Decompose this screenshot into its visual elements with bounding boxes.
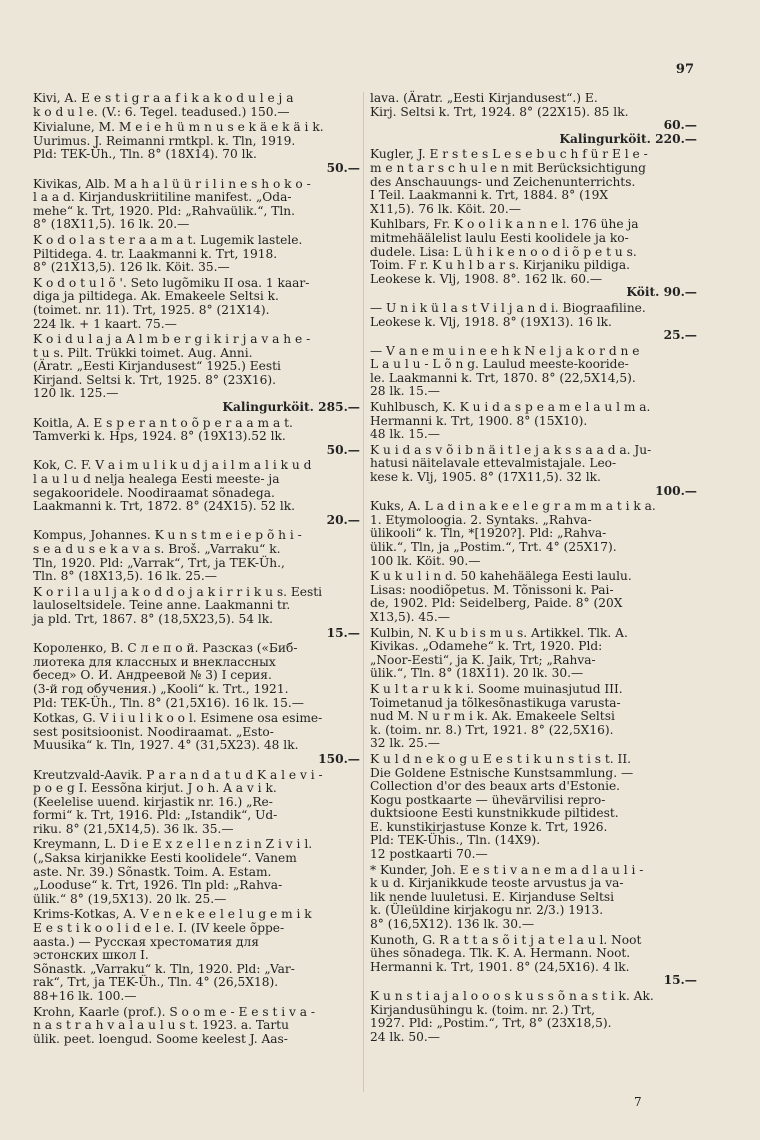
entry-line: 8° (18X11,5). 16 lk. 20.— xyxy=(33,217,190,232)
catalog-entry xyxy=(370,92,697,146)
entry-line: Kirjandusühingu k. (toim. nr. 2.) Trt, xyxy=(370,1002,595,1017)
entry-line: лиотека для классных и внеклассных xyxy=(33,654,276,669)
entry-line: duktsioone Eesti kunstnikkude piltidest. xyxy=(370,806,619,821)
entry-line: Sõnastk. „Varraku“ k. Tln, 1920. Pld: „Var- xyxy=(33,961,295,976)
entry-line: 1927. Pld: „Postim.“, Trt, 8° (23X18,5). xyxy=(370,1016,612,1031)
catalog-entry xyxy=(370,864,697,932)
entry-line: I Teil. Laakmanni k. Trt, 1884. 8° (19X xyxy=(370,188,609,203)
entry-line: E e s t i k o o l i d e l e. I. (IV keele õppe- xyxy=(33,921,285,936)
entry-line: m e n t a r s c h u l e n mit Berücksichtigung xyxy=(370,160,646,175)
catalog-entry xyxy=(370,401,697,442)
entry-line: Pld: TEK-Üh., Tln. 8° (21,5X16). 16 lk. 15.— xyxy=(33,695,304,710)
catalog-entry xyxy=(33,908,360,1003)
entry-line: ülikooli“ k. Tln, *[1920?]. Pld: „Rahva- xyxy=(370,526,607,541)
entry-line: 8° (21X13,5). 126 lk. Köit. 35.— xyxy=(33,260,230,275)
catalog-entry xyxy=(370,148,697,216)
entry-line: Kivi, A. E e s t i g r a a f i k a k o d u l e j a xyxy=(33,91,294,105)
entry-line: rak“, Trt, ja TEK-Üh., Tln. 4° (26,5X18). xyxy=(33,975,279,990)
entry-line: Kivialune, M. M e i e h ü m n u s e k ä e k ä i k. xyxy=(33,120,324,135)
entry-line: Collection d'or des beaux arts d'Estonie. xyxy=(370,779,621,794)
entry-line: le. Laakmanni k. Trt, 1870. 8° (22,5X14,5). xyxy=(370,370,636,385)
entry-line: 8° (16,5X12). 136 lk. 30.— xyxy=(370,917,535,932)
entry-line: K u n s t i a j a l o o o s k u s s õ n a s t i k. Ak. xyxy=(370,989,654,1003)
catalog-entry xyxy=(33,277,360,331)
entry-line: 120 lk. 125.— xyxy=(33,386,119,401)
entry-line: K o d o t u l õ '. Seto lugõmiku II osa. 1 kaar- xyxy=(33,275,310,290)
catalog-entry xyxy=(33,333,360,415)
entry-line: 100.— xyxy=(655,483,697,498)
entry-line: mehe“ k. Trt, 1920. Pld: „Rahvaülik.“, Tln. xyxy=(33,203,295,218)
entry-line: formi“ k. Trt, 1916. Pld: „Istandik“, Ud- xyxy=(33,808,278,823)
entry-line: Kulbin, N. K u b i s m u s. Artikkel. Tlk. A. xyxy=(370,625,628,640)
entry-line: des Anschauungs- und Zeichenunterrichts. xyxy=(370,174,636,189)
entry-line: Piltidega. 4. tr. Laakmanni k. Trt, 1918. xyxy=(33,246,278,261)
entry-line: Kirj. Seltsi k. Trt, 1924. 8° (22X15). 85 lk. xyxy=(370,104,629,119)
catalog-entry xyxy=(370,627,697,681)
entry-line: Muusika“ k. Tln, 1927. 4° (31,5X23). 48 lk. xyxy=(33,738,299,753)
entry-line: 28 lk. 15.— xyxy=(370,384,440,399)
entry-line: Kirjand. Seltsi k. Trt, 1925. 8° (23X16). xyxy=(33,372,276,387)
entry-line: Toimetanud ja tõlkesõnastikuga varusta- xyxy=(370,695,621,710)
entry-line: ülik.“ 8° (19,5X13). 20 lk. 25.— xyxy=(33,891,227,906)
entry-line: * Kunder, Joh. E e s t i v a n e m a d l a u l i - xyxy=(370,862,644,877)
entry-line: Tln. 8° (18X13,5). 16 lk. 25.— xyxy=(33,569,217,584)
entry-line: 50.— xyxy=(326,160,360,175)
entry-line: Hermanni k. Trt, 1901. 8° (24,5X16). 4 lk. xyxy=(370,959,630,974)
entry-line: E. kunstikirjastuse Konze k. Trt, 1926. xyxy=(370,819,608,834)
entry-line: Kuhlbusch, K. K u i d a s p e a m e l a u l m a. xyxy=(370,400,651,415)
entry-line: p o e g I. Eessõna kirjut. J o h. A a v i k. xyxy=(33,781,277,796)
entry-line: Leokese k. Vlj, 1918. 8° (19X13). 16 lk. xyxy=(370,314,612,329)
entry-line: ülik.“, Tln. 8° (18X11). 20 lk. 30.— xyxy=(370,666,584,681)
catalog-entry xyxy=(370,934,697,988)
entry-line: (toimet. nr. 11). Trt, 1925. 8° (21X14). xyxy=(33,302,270,317)
entry-line: Kreymann, L. D i e E x z e l l e n z i n Z i v i l. xyxy=(33,837,313,852)
entry-line: segakooridele. Noodiraamat sõnadega. xyxy=(33,485,275,500)
entry-line: „Noor-Eesti“, ja K. Jaik, Trt; „Rahva- xyxy=(370,652,596,667)
entry-line: Toim. F r. K u h l b a r s. Kirjaniku pildiga. xyxy=(370,258,630,273)
entry-line: „Looduse“ k. Trt, 1926. Tln pld: „Rahva- xyxy=(33,878,283,893)
entry-line: Lisas: noodiõpetus. M. Tõnissoni k. Pai- xyxy=(370,582,614,597)
entry-line: 1. Etymoloogia. 2. Syntaks. „Rahva- xyxy=(370,512,592,527)
entry-line: Laakmanni k. Trt, 1872. 8° (24X15). 52 lk. xyxy=(33,499,296,514)
entry-line: k. (toim. nr. 8.) Trt, 1921. 8° (22,5X16). xyxy=(370,722,614,737)
entry-line: Uurimus. J. Reimanni rmtkpl. k. Tln, 1919. xyxy=(33,133,296,148)
entry-line: t u s. Pilt. Trükki toimet. Aug. Anni. xyxy=(33,345,253,360)
catalog-entry xyxy=(33,712,360,766)
entry-line: K u k u l i n d. 50 kahehäälega Eesti laulu. xyxy=(370,569,632,584)
entry-line: de, 1902. Pld: Seidelberg, Paide. 8° (20X xyxy=(370,596,623,611)
entry-line: Tamverki k. Hps, 1924. 8° (19X13).52 lk. xyxy=(33,429,286,444)
entry-line: Kunoth, G. R a t t a s õ i t j a t e l a u l. Noot xyxy=(370,932,642,947)
entry-line: — U n i k ü l a s t V i l j a n d i. Biograafiline. xyxy=(370,300,646,315)
entry-line: sest positsioonist. Noodiraamat. „Esto- xyxy=(33,724,274,739)
entry-line: s e a d u s e k a v a s. Broš. „Varraku“ k. xyxy=(33,542,281,556)
catalog-entry xyxy=(370,218,697,300)
entry-line: Kalingurköit. 285.— xyxy=(222,400,360,415)
catalog-entry xyxy=(33,92,360,119)
entry-line: Pld: TEK-Üh., Tln. 8° (18X14). 70 lk. xyxy=(33,147,257,162)
entry-line: Krohn, Kaarle (prof.). S o o m e - E e s t i v a - xyxy=(33,1004,316,1019)
entry-line: aste. Nr. 39.) Sõnastk. Toim. A. Estam. xyxy=(33,864,272,879)
entry-line: 150.— xyxy=(318,751,360,766)
page-number: 97 xyxy=(675,62,694,77)
entry-line: dudele. Lisa: L ü h i k e n o o d i õ p e t u s. xyxy=(370,244,637,259)
entry-line: Kuhlbars, Fr. K o o l i k a n n e l. 176 ühe ja xyxy=(370,217,639,232)
entry-line: 25.— xyxy=(663,328,697,343)
entry-line: Pld: TEK-Ühis., Tln. (14X9). xyxy=(370,833,541,848)
entry-line: k. (Üleüldine kirjakogu nr. 2/3.) 1913. xyxy=(370,903,604,918)
entry-line: ülik. peet. loengud. Soome keelest J. Aas- xyxy=(33,1031,288,1046)
entry-line: K o r i l a u l j a k o d d o j a k i r r i k u s. Eesti xyxy=(33,584,323,599)
entry-line: K o i d u l a j a A l m b e r g i k i r j a v a h e - xyxy=(33,332,311,347)
entry-line: 12 postkaarti 70.— xyxy=(370,847,488,862)
catalog-entry xyxy=(33,234,360,275)
column-divider xyxy=(363,92,364,1092)
entry-line: эстонских школ I. xyxy=(33,948,149,963)
catalog-entry xyxy=(370,444,697,498)
entry-line: Kreutzvald-Aavik. P a r a n d a t u d K a l e v i - xyxy=(33,767,323,782)
entry-line: 60.— xyxy=(663,118,697,133)
entry-line: Tln, 1920. Pld: „Varrak“, Trt, ja TEK-Üh., xyxy=(33,555,285,570)
entry-line: K o d o l a s t e r a a m a t. Lugemik lastele. xyxy=(33,232,303,247)
entry-line: 100 lk. Köit. 90.— xyxy=(370,553,481,568)
entry-line: Köit. 90.— xyxy=(626,285,697,300)
entry-line: hatusi näitelavale ettevalmistajale. Leo- xyxy=(370,456,617,471)
entry-line: Kompus, Johannes. K u n s t m e i e p õ h i - xyxy=(33,528,302,543)
entry-line: k o d u l e. (V.: 6. Tegel. teadused.) 150.— xyxy=(33,104,290,119)
entry-line: ja pld. Trt, 1867. 8° (18,5X23,5). 54 lk. xyxy=(33,611,274,626)
entry-line: 50.— xyxy=(326,442,360,457)
entry-line: Kivikas, Alb. M a h a l ü ü r i l i n e s h o k o - xyxy=(33,176,311,191)
entry-line: (3-й год обучения.) „Kooli“ k. Trt., 1921. xyxy=(33,681,289,696)
entry-line: Kugler, J. E r s t e s L e s e b u c h f ü r E l e - xyxy=(370,147,648,162)
entry-line: lauloseltsidele. Teine anne. Laakmanni tr. xyxy=(33,598,291,613)
entry-line: L a u l u - L õ n g. Laulud meeste-kooride- xyxy=(370,357,629,372)
catalog-entry xyxy=(370,302,697,343)
entry-line: lava. (Äratr. „Eesti Kirjandusest“.) E. xyxy=(370,91,598,105)
catalog-entry xyxy=(33,642,360,710)
catalog-entry xyxy=(370,570,697,624)
catalog-entry xyxy=(370,683,697,751)
entry-line: mitmehäälelist laulu Eesti koolidele ja ko- xyxy=(370,230,629,245)
entry-line: (Äratr. „Eesti Kirjandusest“ 1925.) Eesti xyxy=(33,359,281,374)
entry-line: 20.— xyxy=(326,512,360,527)
entry-line: ülik.“, Tln, ja „Postim.“, Trt. 4° (25X17). xyxy=(370,540,617,554)
entry-line: Die Goldene Estnische Kunstsammlung. — xyxy=(370,765,634,780)
signature-mark: 7 xyxy=(634,1095,642,1109)
entry-line: 224 lk. + 1 kaart. 75.— xyxy=(33,316,177,331)
entry-line: Короленко, В. С л е п о й. Разсказ («Биб- xyxy=(33,641,298,656)
entry-line: Kuks, A. L a d i n a k e e l e g r a m m a t i k a. xyxy=(370,499,656,514)
entry-line: Kok, C. F. V a i m u l i k u d j a i l m a l i k u d xyxy=(33,458,312,473)
catalog-entry xyxy=(370,345,697,399)
entry-line: Kotkas, G. V i i u l i k o o l. Esimene osa esime- xyxy=(33,711,323,726)
entry-line: 48 lk. 15.— xyxy=(370,427,440,442)
entry-line: 88+16 lk. 100.— xyxy=(33,989,137,1003)
entry-line: diga ja piltidega. Ak. Emakeele Seltsi k. xyxy=(33,289,279,304)
catalog-entry xyxy=(33,459,360,527)
entry-line: nud M. N u r m i k. Ak. Emakeele Seltsi xyxy=(370,709,615,724)
entry-line: riku. 8° (21,5X14,5). 36 lk. 35.— xyxy=(33,821,234,836)
entry-line: 24 lk. 50.— xyxy=(370,1029,440,1044)
entry-line: 32 lk. 25.— xyxy=(370,736,440,751)
catalog-entry xyxy=(370,500,697,568)
entry-line: 15.— xyxy=(326,625,360,640)
entry-line: Kogu postkaarte — ühevärvilisi repro- xyxy=(370,792,606,807)
catalog-entry xyxy=(370,753,697,862)
catalog-entry xyxy=(370,990,697,1044)
catalog-entry xyxy=(33,529,360,583)
entry-line: Krims-Kotkas, A. V e n e k e e l e l u g e m i k xyxy=(33,907,312,922)
entry-line: (Keelelise uuend. kirjastik nr. 16.) „Re- xyxy=(33,794,273,809)
entry-line: 15.— xyxy=(663,973,697,988)
entry-line: l a a d. Kirjanduskriitiline manifest. „Oda- xyxy=(33,190,292,205)
entry-line: K u i d a s v õ i b n ä i t l e j a k s s a a d a. Ju- xyxy=(370,442,652,457)
entry-line: Hermanni k. Trt, 1900. 8° (15X10). xyxy=(370,413,588,428)
entry-line: K u l t a r u k k i. Soome muinasjutud III. xyxy=(370,681,623,696)
entry-line: kese k. Vlj, 1905. 8° (17X11,5). 32 lk. xyxy=(370,470,601,485)
entry-line: ühes sõnadega. Tlk. K. A. Hermann. Noot. xyxy=(370,946,631,961)
catalog-entry xyxy=(33,1006,360,1047)
catalog-entry xyxy=(33,121,360,175)
entry-line: aasta.) — Русская хрестоматия для xyxy=(33,934,259,949)
entry-line: Koitla, A. E s p e r a n t o õ p e r a a m a t. xyxy=(33,415,293,430)
catalog-entry xyxy=(33,838,360,906)
entry-line: lik nende luuletusi. E. Kirjanduse Seltsi xyxy=(370,889,615,904)
entry-line: X13,5). 45.— xyxy=(370,609,450,624)
catalog-entry xyxy=(33,769,360,837)
entry-line: K u l d n e k o g u E e s t i k u n s t i s t. II. xyxy=(370,751,632,766)
catalog-entry xyxy=(33,586,360,640)
catalog-entry xyxy=(33,417,360,458)
entry-line: X11,5). 76 lk. Köit. 20.— xyxy=(370,201,521,216)
entry-line: бесед» О. И. Андреевой № 3) I серия. xyxy=(33,668,272,683)
entry-line: l a u l u d nelja healega Eesti meeste- ja xyxy=(33,472,280,487)
entry-line: Kivikas. „Odamehe“ k. Trt, 1920. Pld: xyxy=(370,639,603,654)
entry-line: Leokese k. Vlj, 1908. 8°. 162 lk. 60.— xyxy=(370,271,603,286)
entry-line: k u d. Kirjanikkude teoste arvustus ja va- xyxy=(370,876,624,891)
left-column xyxy=(33,92,360,1048)
catalog-entry xyxy=(33,178,360,232)
right-column xyxy=(370,92,697,1046)
entry-line: n a s t r a h v a l a u l u s t. 1923. a. Tartu xyxy=(33,1018,289,1033)
entry-line: Kalingurköit. 220.— xyxy=(559,131,697,146)
entry-line: („Saksa kirjanikke Eesti koolidele“. Vanem xyxy=(33,851,297,866)
entry-line: — V a n e m u i n e e h k N e l j a k o r d n e xyxy=(370,343,640,358)
